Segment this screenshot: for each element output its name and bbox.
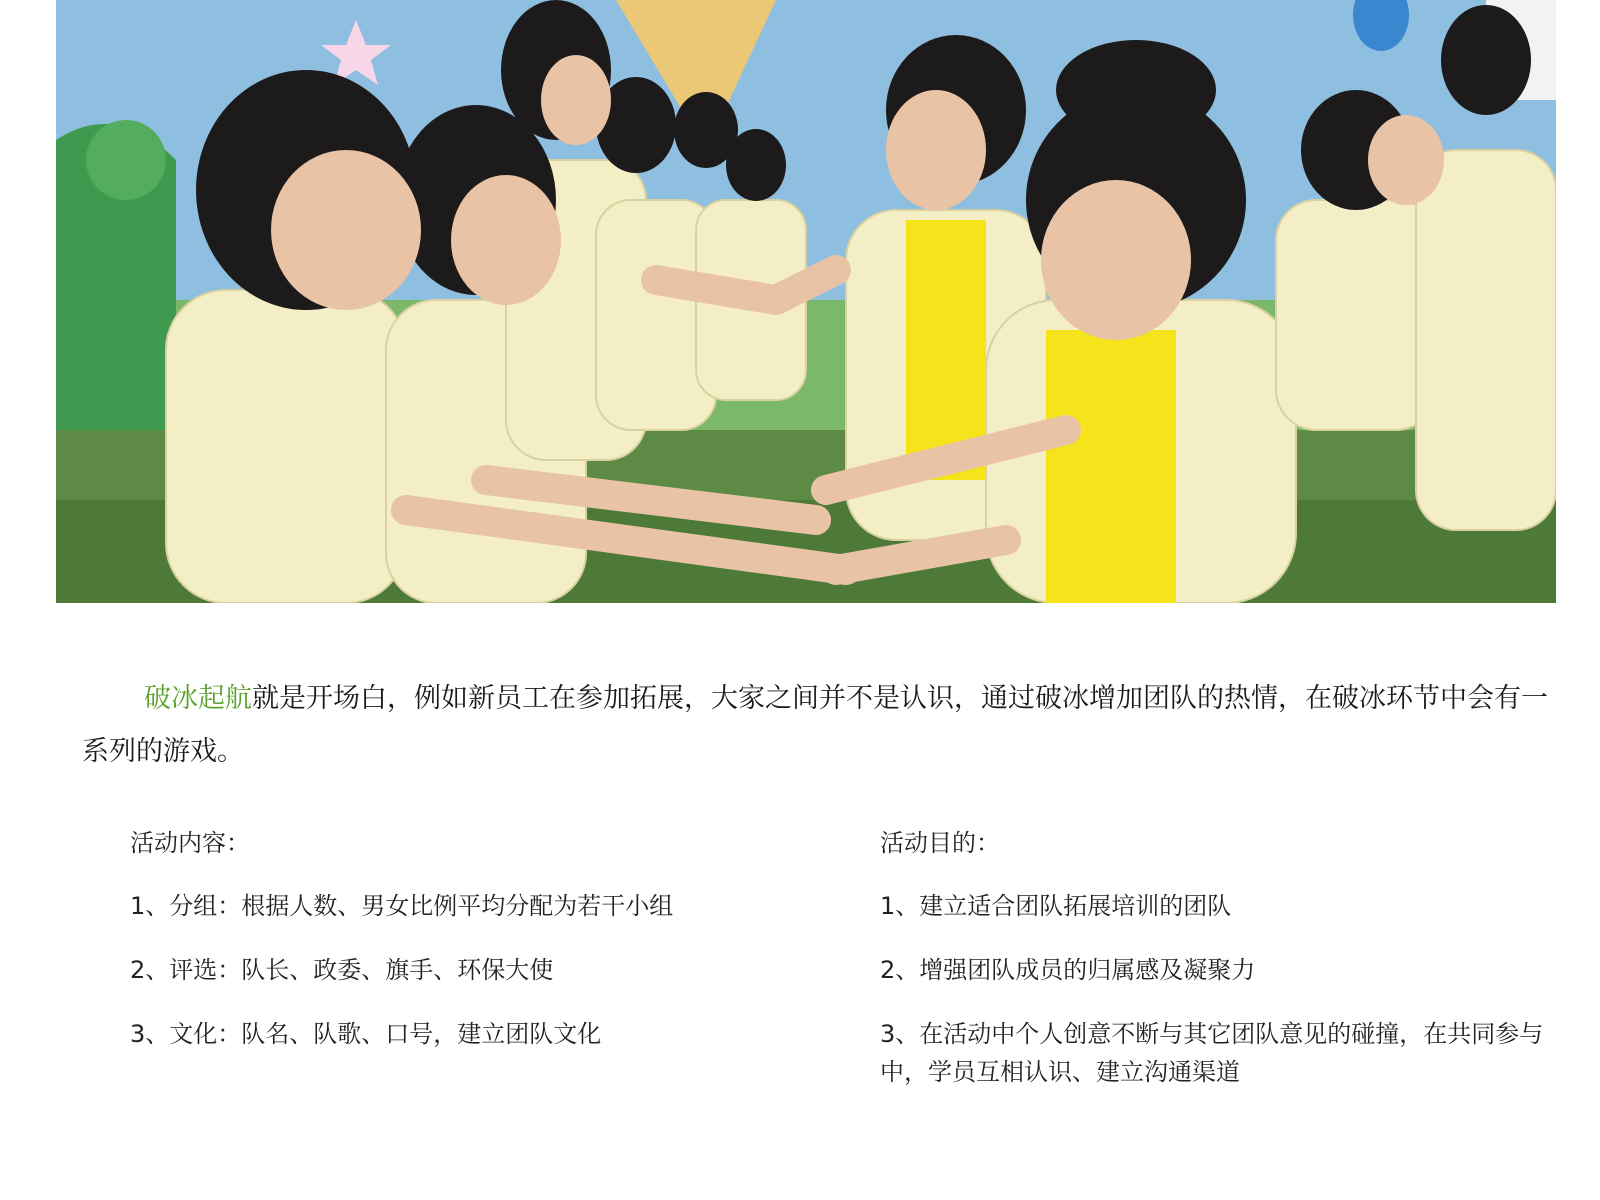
activity-content-heading: 活动内容： [130, 829, 250, 857]
activity-purpose-heading: 活动目的： [880, 829, 1000, 857]
activity-content-item: 3、文化：队名、队歌、口号，建立团队文化 [130, 1020, 602, 1048]
team-handshake-photo [56, 0, 1556, 603]
activity-content-section [130, 828, 770, 1079]
intro-text: 就是开场白，例如新员工在参加拓展，大家之间并不是认识，通过破冰增加团队的热情，在破冰环节中会有一系列的游戏。 [82, 683, 1548, 767]
activity-purpose-item: 3、在活动中个人创意不断与其它团队意见的碰撞，在共同参与中，学员互相认识、建立沟通渠道 [880, 1020, 1544, 1086]
activity-purpose-section [880, 828, 1560, 1117]
activity-content-item: 1、分组：根据人数、男女比例平均分配为若干小组 [130, 892, 674, 920]
team-handshake-photo-illustration [56, 0, 1556, 603]
activity-content-item: 2、评选：队长、政委、旗手、环保大使 [130, 956, 554, 984]
activity-purpose-item: 1、建立适合团队拓展培训的团队 [880, 892, 1232, 920]
activity-purpose-item: 2、增强团队成员的归属感及凝聚力 [880, 956, 1256, 984]
intro-paragraph [82, 672, 1562, 778]
intro-highlight: 破冰起航 [144, 683, 252, 714]
